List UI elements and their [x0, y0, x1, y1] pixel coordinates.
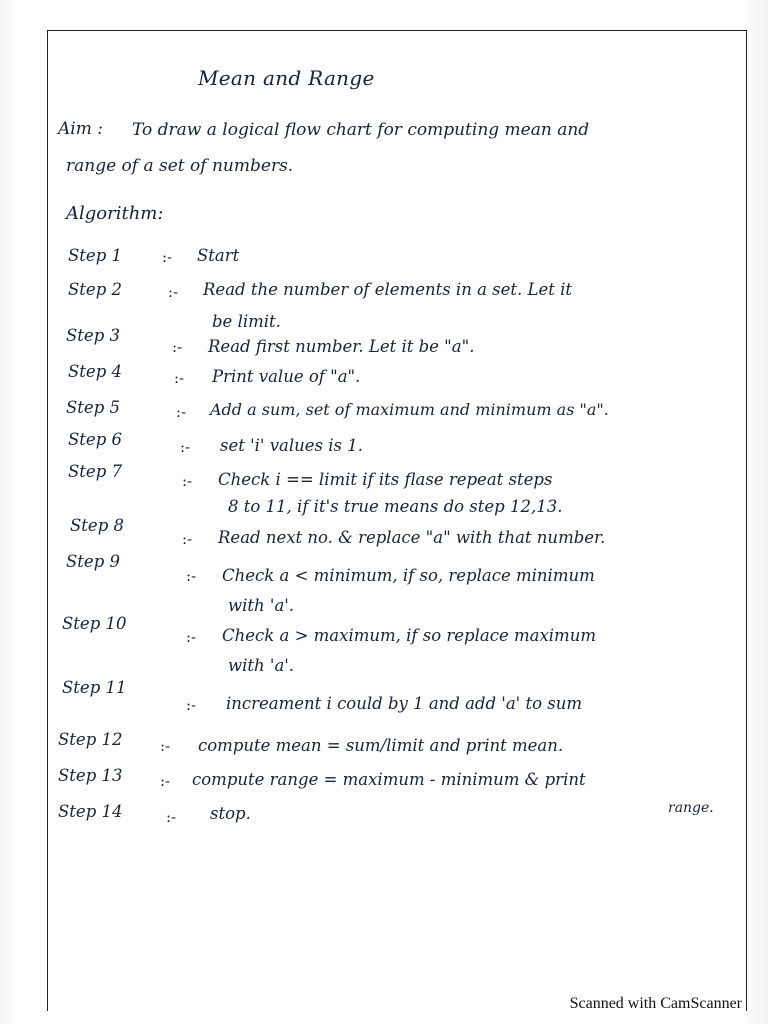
step-separator: :- [186, 696, 197, 714]
step-separator: :- [186, 567, 197, 585]
step-text: Print value of "a". [212, 367, 361, 386]
step-separator: :- [172, 338, 183, 356]
step-label: Step 2 [68, 280, 123, 299]
step-separator: :- [180, 438, 191, 456]
step-label: Step 7 [68, 462, 123, 481]
step-text: set 'i' values is 1. [220, 436, 363, 455]
step-separator: :- [174, 369, 185, 387]
step-text: with 'a'. [228, 656, 295, 675]
step-label: Step 3 [66, 326, 121, 345]
step-label: Step 14 [58, 802, 123, 821]
step-text: Read next no. & replace "a" with that number. [218, 528, 606, 547]
step-text-continuation: range. [668, 800, 714, 816]
step-separator: :- [182, 472, 193, 490]
step-label: Step 10 [62, 614, 127, 633]
step-text: Read the number of elements in a set. Let it [203, 280, 573, 299]
step-label: Step 11 [62, 678, 127, 697]
aim-text-line-2: range of a set of numbers. [66, 156, 294, 176]
step-text: compute mean = sum/limit and print mean. [198, 736, 564, 755]
step-label: Step 4 [68, 362, 123, 381]
document-title: Mean and Range [198, 66, 375, 90]
step-text: compute range = maximum - minimum & print [192, 770, 586, 789]
step-text: stop. [210, 804, 251, 823]
step-separator: :- [168, 283, 179, 301]
step-text: Check a < minimum, if so, replace minimum [222, 566, 595, 585]
step-text: Check a > maximum, if so replace maximum [222, 626, 596, 645]
aim-text-line-1: To draw a logical flow chart for computing mean and [132, 120, 590, 140]
step-text: be limit. [212, 312, 281, 331]
step-label: Step 1 [68, 246, 123, 265]
step-label: Step 6 [68, 430, 123, 449]
step-text: Check i == limit if its flase repeat steps [218, 470, 553, 489]
step-label: Step 12 [58, 730, 123, 749]
paper-border [47, 30, 747, 1011]
step-separator: :- [182, 530, 193, 548]
step-separator: :- [160, 737, 171, 755]
step-separator: :- [162, 248, 173, 266]
step-separator: :- [186, 628, 197, 646]
step-text: Start [197, 246, 240, 265]
step-text: Add a sum, set of maximum and minimum as "a". [210, 400, 609, 419]
scanner-watermark: Scanned with CamScanner [569, 995, 742, 1012]
step-label: Step 8 [70, 516, 125, 535]
step-text: Read first number. Let it be "a". [208, 337, 475, 356]
step-separator: :- [176, 403, 187, 421]
step-text: increament i could by 1 and add 'a' to sum [226, 694, 583, 713]
algorithm-heading: Algorithm: [66, 203, 164, 224]
step-label: Step 13 [58, 766, 123, 785]
step-separator: :- [160, 772, 171, 790]
step-label: Step 9 [66, 552, 121, 571]
aim-label: Aim : [58, 119, 103, 139]
step-text: with 'a'. [228, 596, 295, 615]
step-text: 8 to 11, if it's true means do step 12,13. [228, 497, 563, 516]
step-separator: :- [166, 808, 177, 826]
step-label: Step 5 [66, 398, 121, 417]
